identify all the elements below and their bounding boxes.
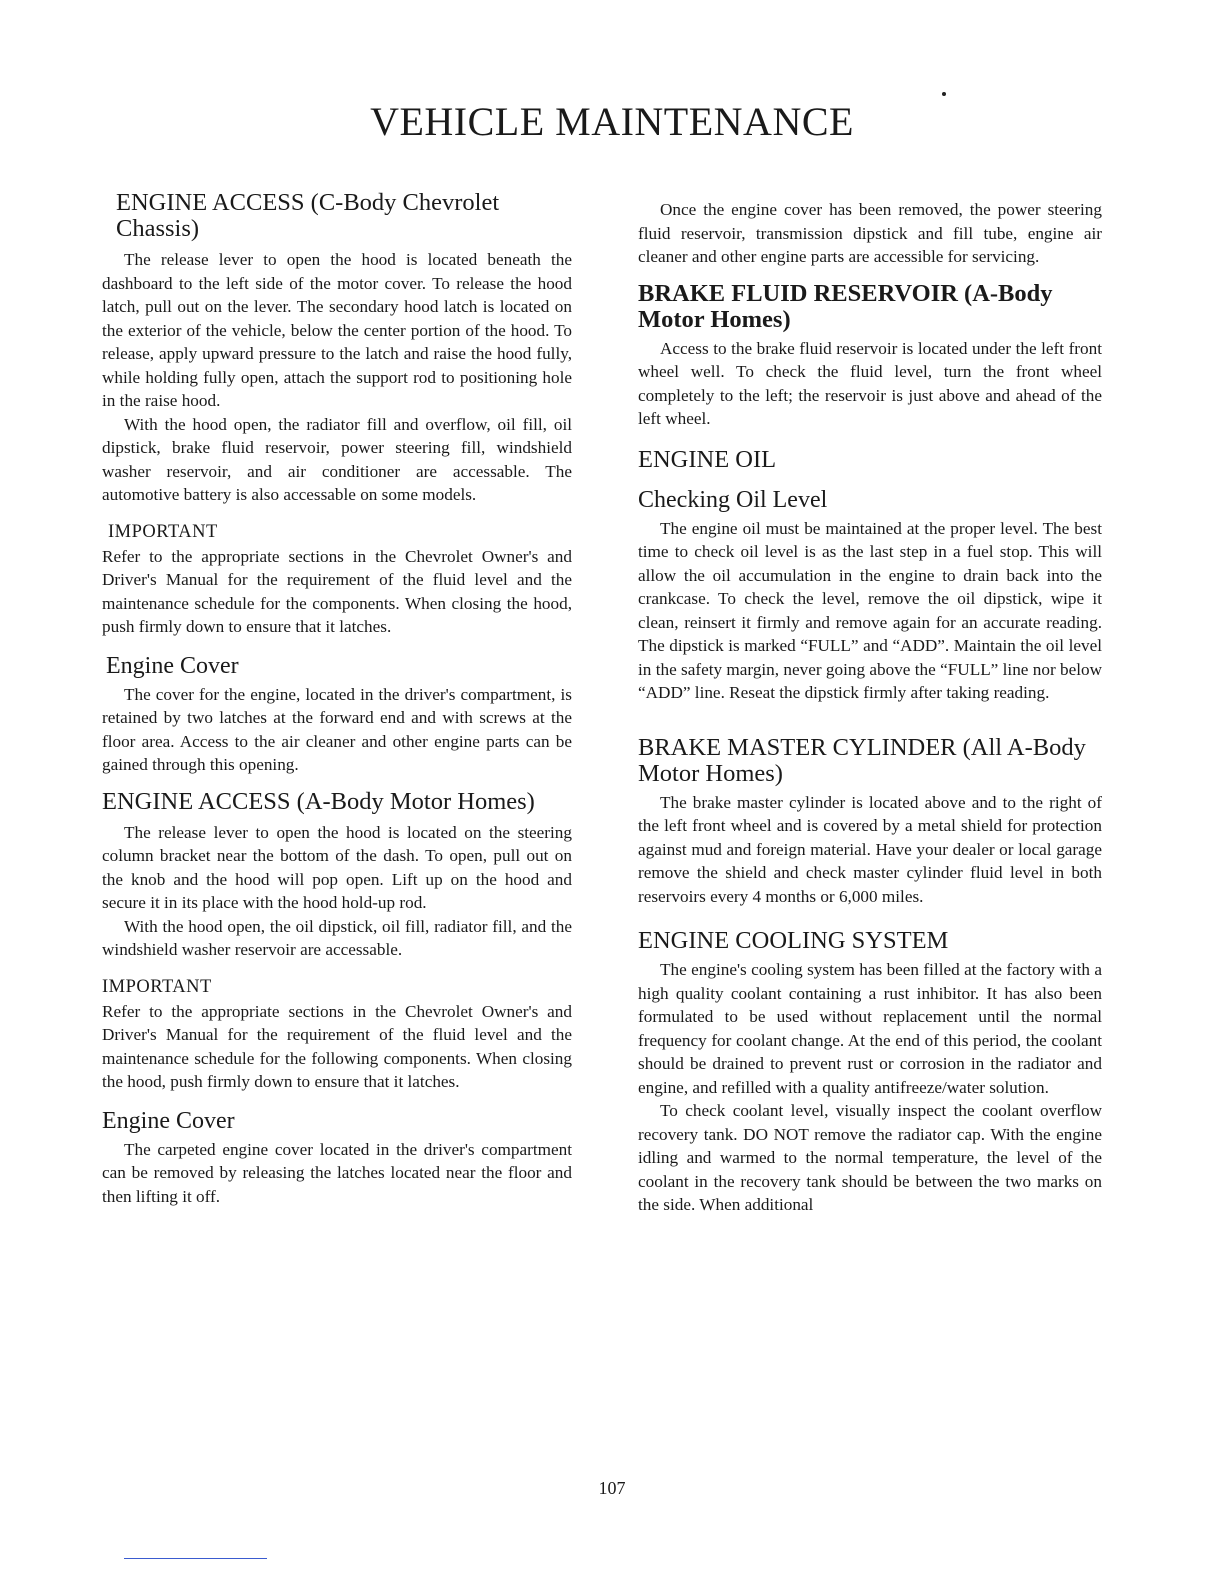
section-heading-brake-master-cylinder: BRAKE MASTER CYLINDER (All A-Body Motor Homes) bbox=[638, 733, 1086, 787]
paragraph: To check coolant level, visually inspect the coolant overflow recovery tank. DO NOT remove the radiator cap. With the engine idling and warmed to the normal temperature, the level of the coolant in the recovery tank should be between the two marks on the side. When additional bbox=[638, 1101, 1102, 1214]
speck bbox=[942, 92, 946, 96]
right-column bbox=[638, 188, 1102, 1217]
paragraph: The brake master cylinder is located above and to the right of the left front wheel and is covered by a metal shield for protection against mud and foreign material. Have your dealer or local garage remove the shield and check master cylinder fluid level in both reservoirs every 4 months or 6,000 miles. bbox=[638, 792, 1102, 906]
section-heading-brake-fluid-reservoir: BRAKE FLUID RESERVOIR (A-Body Motor Homes) bbox=[638, 279, 1053, 333]
paragraph: The release lever to open the hood is located beneath the dashboard to the left side of the motor cover. To release the hood latch, pull out on the lever. The secondary hood latch is located on the exterior of the vehicle, below the center portion of the hood. To release, apply upward pressure to the latch and raise the hood fully, while holding fully open, attach the support rod to positioning hole in the raise hood. bbox=[102, 250, 572, 410]
important-heading: IMPORTANT bbox=[102, 976, 212, 997]
page-title: VEHICLE MAINTENANCE bbox=[370, 99, 854, 144]
paragraph: The carpeted engine cover located in the driver's compartment can be removed by releasing the latches located near the floor and then lifting it off. bbox=[102, 1139, 572, 1206]
section-heading-engine-oil: ENGINE OIL bbox=[638, 445, 777, 473]
paragraph: The release lever to open the hood is located on the steering column bracket near the bottom of the dash. To open, pull out on the knob and the hood will pop open. Lift up on the hood and secure it in its place with the hood hold-up rod. bbox=[102, 822, 572, 912]
left-column bbox=[102, 188, 572, 1208]
section-heading-engine-access-a-body: ENGINE ACCESS (A-Body Motor Homes) bbox=[102, 787, 535, 815]
section-heading-engine-cooling-system: ENGINE COOLING SYSTEM bbox=[638, 927, 949, 954]
bottom-rule bbox=[124, 1558, 267, 1559]
paragraph: With the hood open, the oil dipstick, oil fill, radiator fill, and the windshield washer reservoir are accessable. bbox=[102, 916, 572, 959]
paragraph: The engine oil must be maintained at the proper level. The best time to check oil level is as the last step in a fuel stop. This will allow the oil accumulation in the engine to drain back into the crankcase. To check the level, remove the oil dipstick, wipe it clean, reinsert it firmly and remove again for an accurate reading. The dipstick is marked “FULL” and “ADD”. Maintain the oil level in the safety margin, never going above the “FULL” line nor below “ADD” line. Reseat the dipstick firmly after taking reading. bbox=[638, 518, 1102, 702]
subsection-heading-engine-cover: Engine Cover bbox=[102, 1107, 235, 1134]
paragraph: With the hood open, the radiator fill and overflow, oil fill, oil dipstick, brake fluid reservoir, power steering fill, windshield washer reservoir, and air conditioner are accessable. The automotive battery is also accessable on some models. bbox=[102, 414, 572, 504]
paragraph: The cover for the engine, located in the driver's compartment, is retained by two latches at the forward end and with screws at the floor area. Access to the air cleaner and other engine parts can be gained through this opening. bbox=[102, 684, 572, 774]
important-heading: IMPORTANT bbox=[108, 521, 218, 542]
important-note: Refer to the appropriate sections in the Chevrolet Owner's and Driver's Manual for the requirement of the fluid level and the maintenance schedule for the components. When closing the hood, push firmly down to ensure that it latches. bbox=[102, 546, 572, 636]
subsection-heading-engine-cover: Engine Cover bbox=[106, 652, 239, 679]
paragraph: The engine's cooling system has been filled at the factory with a high quality coolant containing a rust inhibitor. It has also been formulated to be used without replacement until the normal frequency for coolant change. At the end of this period, the coolant should be drained to prevent rust or corrosion in the radiator and engine, and refilled with a quality antifreeze/water solution. bbox=[638, 960, 1102, 1097]
subsection-heading-checking-oil-level: Checking Oil Level bbox=[638, 486, 828, 513]
paragraph: Once the engine cover has been removed, the power steering fluid reservoir, transmission dipstick and fill tube, engine air cleaner and other engine parts are accessible for servicing. bbox=[638, 200, 1102, 266]
section-heading-engine-access-c-body: ENGINE ACCESS (C-Body Chevrolet Chassis) bbox=[116, 189, 500, 242]
paragraph: Access to the brake fluid reservoir is located under the left front wheel well. To check the fluid level, turn the front wheel completely to the left; the reservoir is just above and ahead of the left wheel. bbox=[638, 338, 1102, 428]
important-note: Refer to the appropriate sections in the Chevrolet Owner's and Driver's Manual for the requirement of the fluid level and the maintenance schedule for the following components. When closing the hood, push firmly down to ensure that it latches. bbox=[102, 1001, 572, 1091]
page-number: 107 bbox=[598, 1478, 626, 1498]
